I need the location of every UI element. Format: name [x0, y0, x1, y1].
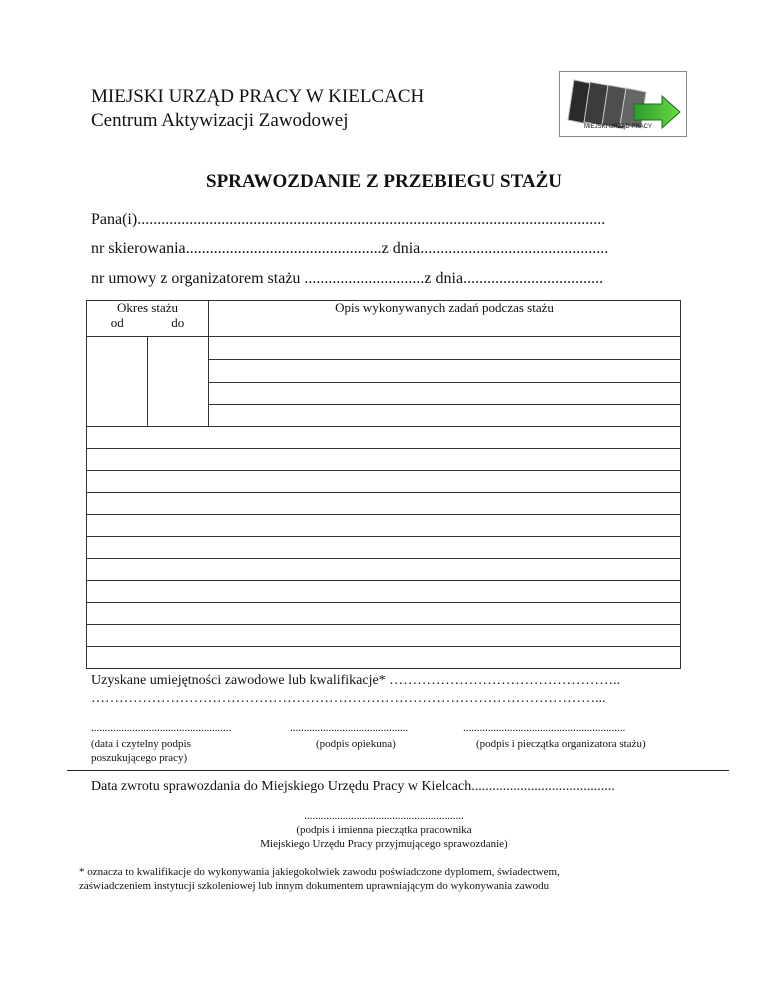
tasks-header: Opis wykonywanych zadań podczas stażu [209, 301, 681, 337]
name-field[interactable]: Pana(i)..................................................................................................................... [91, 211, 606, 228]
referral-number-field[interactable]: nr skierowania.................................................z dnia............................................... [91, 240, 609, 257]
to-header: do [148, 316, 209, 337]
seeker-signature-caption-2: poszukującego pracy) [91, 752, 188, 764]
table-row[interactable] [87, 559, 681, 581]
employee-signature-caption-2: Miejskiego Urzędu Pracy przyjmującego sprawozdanie) [260, 838, 508, 850]
organizer-signature-caption: (podpis i pieczątka organizatora stażu) [476, 738, 646, 750]
table-row[interactable] [87, 581, 681, 603]
footnote: * oznacza to kwalifikacje do wykonywania jakiegokolwiek zawodu poświadczone dyplomem, świadectwem, [79, 866, 560, 878]
task-row[interactable] [209, 337, 681, 360]
page-title: SPRAWOZDANIE Z PRZEBIEGU STAŻU [206, 171, 562, 192]
employee-signature-line[interactable]: .......................................................... [304, 810, 464, 822]
table-row[interactable] [87, 515, 681, 537]
date-from-cell[interactable] [87, 337, 148, 427]
date-to-cell[interactable] [148, 337, 209, 427]
table-row[interactable] [87, 449, 681, 471]
logo [559, 71, 687, 137]
employee-signature-caption: (podpis i imienna pieczątka pracownika [296, 824, 472, 836]
table-row[interactable] [87, 493, 681, 515]
table-row[interactable] [87, 471, 681, 493]
table-row[interactable] [87, 625, 681, 647]
return-date-field[interactable]: Data zwrotu sprawozdania do Miejskiego Urzędu Pracy w Kielcach......................................... [91, 779, 615, 794]
period-header: Okres stażu [87, 301, 209, 316]
skills-line[interactable]: Uzyskane umiejętności zawodowe lub kwalifikacje* ………………………………………….. [91, 673, 621, 688]
from-header: od [87, 316, 148, 337]
task-row[interactable] [209, 405, 681, 427]
seeker-signature-line[interactable]: ................................................... [91, 722, 232, 734]
supervisor-signature-caption: (podpis opiekuna) [316, 738, 396, 750]
supervisor-signature-line[interactable]: ........................................... [290, 722, 409, 734]
footnote-continued: zaświadczeniem instytucji szkoleniowej lub innym dokumentem uprawniającym do wykonywania zawodu [79, 880, 550, 892]
task-row[interactable] [209, 383, 681, 405]
agreement-number-field[interactable]: nr umowy z organizatorem stażu ..............................z dnia................................... [91, 270, 604, 287]
task-row[interactable] [209, 360, 681, 383]
table-row[interactable] [87, 537, 681, 559]
seeker-signature-caption: (data i czytelny podpis [91, 738, 191, 750]
table-row[interactable] [87, 603, 681, 625]
skills-line-continued[interactable]: ………………………………………………………………………………………………... [91, 691, 606, 706]
table-row[interactable] [87, 427, 681, 449]
table-row[interactable] [87, 647, 681, 669]
org-department: Centrum Aktywizacji Zawodowej [91, 110, 349, 131]
section-divider [67, 770, 729, 771]
internship-table [86, 300, 681, 669]
logo-text: MIEJSKI URZĄD PRACY [584, 124, 653, 130]
org-name: MIEJSKI URZĄD PRACY W KIELCACH [91, 86, 425, 107]
organizer-signature-line[interactable]: ........................................................... [463, 722, 626, 734]
